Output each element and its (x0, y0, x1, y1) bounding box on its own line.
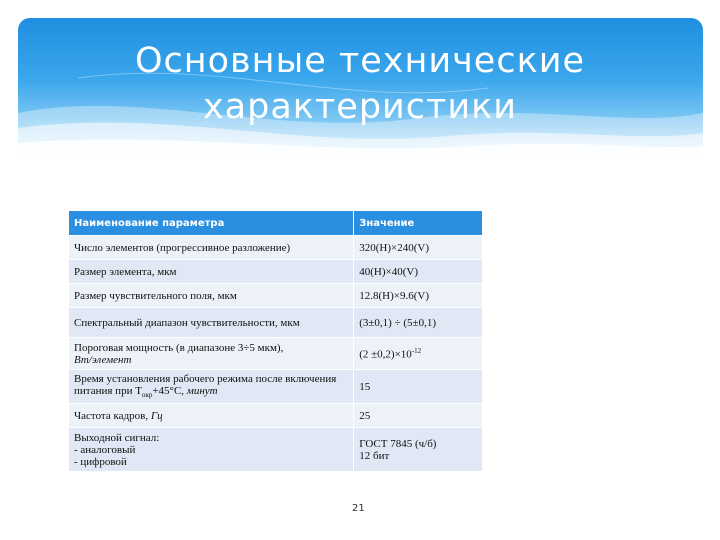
param-name: Число элементов (прогрессивное разложение) (69, 236, 354, 260)
param-value (354, 428, 483, 472)
param-unit: Вт/элемент (74, 353, 132, 366)
param-value: 40(H)×40(V) (354, 260, 483, 284)
header-parameter: Наименование параметра (69, 211, 354, 236)
param-name: Размер чувствительного поля, мкм (69, 284, 354, 308)
page-title (0, 38, 720, 130)
page-number: 21 (352, 503, 365, 514)
table-row (69, 236, 483, 260)
parameters-table (68, 210, 483, 472)
param-value-line-2: 12 бит (359, 449, 390, 462)
table-row (69, 404, 483, 428)
param-name-line-3: - цифровой (74, 455, 127, 468)
param-unit: минут (186, 385, 218, 398)
param-name-text: Выходной сигнал: (74, 431, 160, 444)
param-name (69, 428, 354, 472)
param-name-text: Частота кадров, (74, 409, 149, 422)
param-value-line-1: ГОСТ 7845 (ч/б) (359, 437, 437, 450)
table-row (69, 308, 483, 338)
param-value: 25 (354, 404, 483, 428)
title-line-2: характеристики (202, 87, 518, 127)
table-row (69, 260, 483, 284)
title-line-1: Основные технические (134, 41, 586, 81)
param-value: 15 (354, 370, 483, 404)
param-name (69, 338, 354, 370)
param-name (69, 404, 354, 428)
param-value: (3±0,1) ÷ (5±0,1) (354, 308, 483, 338)
table-header-row (69, 211, 483, 236)
param-value: 320(H)×240(V) (354, 236, 483, 260)
header-value: Значение (354, 211, 483, 236)
table-row (69, 428, 483, 472)
value-base: (2 ±0,2)×10 (359, 348, 412, 361)
param-name (69, 370, 354, 404)
value-exponent: -12 (411, 346, 422, 355)
param-name-line-2: - аналоговый (74, 443, 136, 456)
param-name-text: Пороговая мощность (в диапазоне 3÷5 мкм), (74, 341, 284, 354)
param-name-text: Время установления рабочего режима после включения питания при T (74, 373, 337, 398)
table-row (69, 338, 483, 370)
param-value: 12.8(H)×9.6(V) (354, 284, 483, 308)
param-name-subscript: окр (141, 391, 153, 400)
table-row (69, 284, 483, 308)
param-name: Спектральный диапазон чувствительности, мкм (69, 308, 354, 338)
param-unit: Гц (150, 409, 163, 422)
param-value (354, 338, 483, 370)
param-name: Размер элемента, мкм (69, 260, 354, 284)
param-name-suffix: +45°C, (152, 385, 185, 398)
table-row (69, 370, 483, 404)
